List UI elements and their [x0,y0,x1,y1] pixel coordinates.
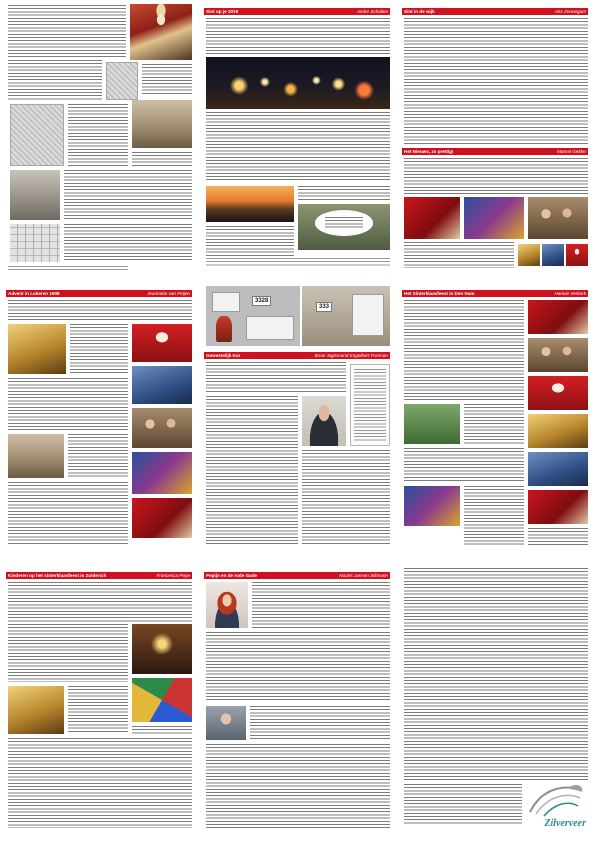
article-text [8,60,102,100]
photo-sinterklaas [132,324,192,362]
article-title: Het Nieuws, zo prettig! [404,149,454,154]
sint-figure [216,316,232,342]
photo-portrait-woman [206,582,248,628]
article-text [142,64,192,96]
article-text [404,242,514,268]
article-header [402,290,588,297]
photo-group [132,408,192,448]
photo-house-number-tiles [206,286,300,346]
article-text [464,486,524,546]
article-author: Marcel Gelder [557,149,586,154]
article-text [250,706,390,740]
article-header [204,352,390,359]
photo-sign-speech-bubble [298,204,390,250]
article-text [132,726,192,734]
article-text [206,18,390,54]
article-text [8,482,128,546]
article-text [206,226,294,256]
photo-saint-statue [8,324,66,374]
photo-portrait-man [302,396,346,446]
logo-name: Zilverveer [544,818,586,829]
page-middle-middle [204,284,390,558]
article-text [528,528,588,546]
article-title: Pepijn en de rode Gade [206,573,258,578]
letter-text [354,369,386,441]
photo-sunset-trees [206,186,294,222]
photo-stained-glass [464,197,524,239]
photo-sinterklaas-red [132,498,192,538]
article-text [404,448,524,482]
article-header [402,148,588,155]
page-bottom-right [402,566,588,840]
bubble-text [325,217,363,230]
article-text [8,5,126,57]
caption-text [8,266,128,272]
photo-celebration [528,414,588,448]
article-text [252,582,390,628]
photo-historic [8,434,64,478]
article-text [404,300,524,400]
image-church-tower-drawing [10,104,64,166]
photo-number-tile [302,286,390,346]
photo-people [528,197,588,239]
article-text [8,738,192,828]
tile [246,316,294,340]
image-letter-document [350,364,390,446]
tile-number: 3328 [252,296,271,306]
article-text [132,152,192,166]
article-title: Sint in de wijk [404,9,435,14]
photo-stained-window [132,678,192,722]
article-author: Francesca Pepe [156,573,190,578]
article-text [298,186,390,200]
page-top-right [402,2,588,276]
photo-building [132,100,192,148]
photo-decoration [132,452,192,494]
photo-gifts [404,486,460,526]
article-text [70,324,128,374]
article-header [402,8,588,15]
article-text [8,300,192,322]
article-text [8,582,192,622]
article-text [206,362,346,392]
tile [352,294,384,336]
article-author: Andre Schallen [356,9,388,14]
article-text [68,104,128,166]
photo-portrait [206,706,246,740]
article-header [6,290,192,297]
article-text [64,170,192,220]
article-author: Ans Zonnegum [554,9,586,14]
page-middle-left [6,284,192,558]
article-title: Advent in Lokeren 1908 [8,291,60,296]
article-text [404,18,588,144]
article-title: Het Sinterklaasfeest in Den Ham [404,291,475,296]
article-title: Kinderen op het sinterklaasfeest in Zolderich [8,573,107,578]
page-bottom-left [6,566,192,840]
photo-thumbnail [566,244,588,266]
article-text [206,396,298,546]
photo-sinterklaas-statue [130,4,192,60]
article-text [404,158,588,194]
photo-church-interior [132,624,192,674]
zilverveer-logo [524,782,588,832]
article-author: Noorts Jansen Siltmann [339,573,388,578]
tile [212,292,240,312]
article-text [404,784,522,824]
article-header [204,8,390,15]
photo-hall [528,452,588,486]
page-top-middle [204,2,390,276]
image-sint-drawing [106,62,138,100]
leaf-swirl-icon [524,782,588,818]
article-title: Sint op je 2019 [206,9,239,14]
article-text [206,632,390,702]
article-author: Broer Sigismund Engelbert Frerman [314,353,388,358]
article-text [8,378,128,430]
article-text [206,744,390,828]
photo-procession [132,366,192,404]
page-top-left [6,2,192,276]
photo-archive-document [10,170,60,220]
article-header [6,572,192,579]
article-text [8,624,128,682]
article-text [68,434,128,478]
photo-children [404,404,460,444]
photo-thumbnail [518,244,540,266]
article-title: Gewestelijk Kor [206,353,241,358]
article-text [64,224,192,262]
photo-altar [8,686,64,734]
photo-sinterklaas-red [528,490,588,524]
article-text [404,568,588,780]
photo-visitors [528,338,588,372]
article-text [206,258,390,266]
photo-sinterklaas-red [528,300,588,334]
article-text [206,112,390,182]
article-header [204,572,390,579]
article-text [302,450,390,546]
page-bottom-middle [204,566,390,840]
tile-number: 333 [316,302,332,312]
article-text [464,404,524,444]
photo-sinterklaas-red [404,197,460,239]
photo-night-street-lights [206,57,390,109]
photo-woman-mitre [528,376,588,410]
article-author: Hannie Verkerk [554,291,586,296]
article-author: Jeannette van Peijen [147,291,190,296]
image-old-map [10,224,60,262]
speech-bubble [315,210,374,236]
photo-thumbnail [542,244,564,266]
page-middle-right [402,284,588,558]
article-text [68,686,128,734]
